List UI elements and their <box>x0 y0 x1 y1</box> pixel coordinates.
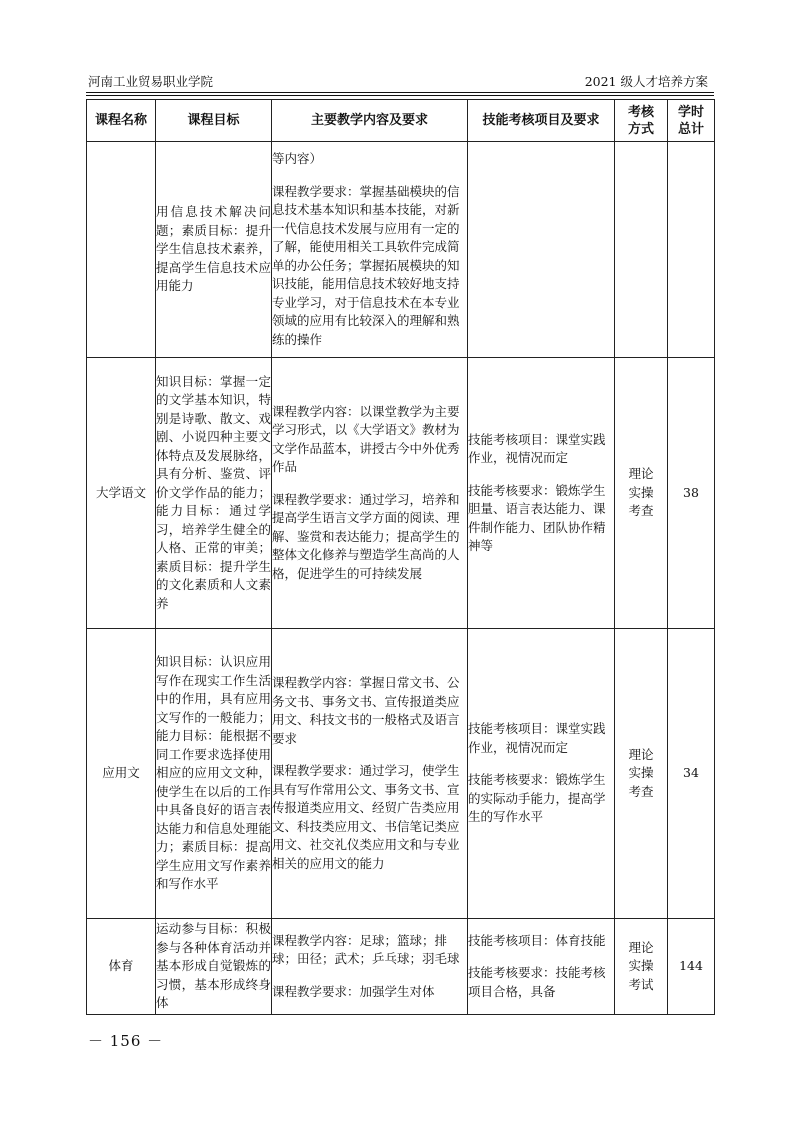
course-goal-cell: 运动参与目标：积极参与各种体育活动并基本形成自觉锻炼的习惯，基本形成终身体 <box>156 919 272 1015</box>
method-line: 理论 <box>628 466 654 482</box>
page-number: － 156 － <box>88 1032 164 1050</box>
skill-cell <box>468 919 615 1015</box>
table-row <box>87 358 715 629</box>
method-line: 理论 <box>628 746 654 762</box>
table-row <box>87 919 715 1015</box>
course-content-cell <box>272 358 468 629</box>
skill-cell <box>468 629 615 919</box>
total-hours-cell: 34 <box>668 629 715 919</box>
skill-item-text: 技能考核项目：课堂实践作业，视情况而定 <box>468 431 606 465</box>
course-name-cell <box>87 142 156 358</box>
course-content-cell <box>272 629 468 919</box>
course-content-cell <box>272 142 468 358</box>
col-header-hours-line: 总计 <box>677 121 704 137</box>
total-hours-cell: 144 <box>668 919 715 1015</box>
col-header-hours <box>668 100 715 142</box>
course-goal-cell: 知识目标：掌握一定的文学基本知识，特别是诗歌、散文、戏剧、小说四种主要文体特点及发展脉络，具有分析、鉴赏、评价文学作品的能力；能力目标：通过学习，培养学生健全的人格、正常的审美；素质目标：提升学生的文化素质和人文素养 <box>156 358 272 629</box>
content-requirement-text: 课程教学要求：加强学生对体 <box>272 983 435 999</box>
col-header-course-goal: 课程目标 <box>156 100 272 142</box>
assessment-method-cell <box>615 142 668 358</box>
col-header-method <box>615 100 668 142</box>
total-hours-cell <box>668 142 715 358</box>
col-header-method-line: 方式 <box>627 121 654 137</box>
content-text: 等内容） <box>272 151 323 166</box>
col-header-course-name: 课程名称 <box>87 100 156 142</box>
course-name-cell: 体育 <box>87 919 156 1015</box>
course-content-cell <box>272 919 468 1015</box>
method-line: 考试 <box>628 976 654 992</box>
skill-item-text: 技能考核项目：体育技能 <box>468 932 606 948</box>
skill-requirement-text: 技能考核要求：锻炼学生胆量、语言表达能力、课件制作能力、团队协作精神等 <box>468 482 606 553</box>
col-header-method-line: 考核 <box>627 104 654 120</box>
content-requirement-text: 课程教学要求：通过学习，培养和提高学生语言文学方面的阅读、理解、鉴赏和表达能力；提高学生的整体文化修养与塑造学生高尚的人格，促进学生的可持续发展 <box>272 491 460 581</box>
method-line: 实操 <box>628 484 654 500</box>
skill-requirement-text: 技能考核要求：锻炼学生的实际动手能力，提高学生的写作水平 <box>468 772 606 825</box>
col-header-skill: 技能考核项目及要求 <box>468 100 615 142</box>
course-name-cell: 应用文 <box>87 629 156 919</box>
content-text: 课程教学内容：足球；篮球；排球；田径；武术；乒乓球；羽毛球 <box>272 932 460 967</box>
table-header-row <box>87 100 715 142</box>
table-row <box>87 629 715 919</box>
assessment-method-cell <box>615 629 668 919</box>
header-rule <box>86 92 714 93</box>
col-header-content: 主要教学内容及要求 <box>272 100 468 142</box>
skill-cell <box>468 358 615 629</box>
content-text: 课程教学内容：以课堂教学为主要学习形式，以《大学语文》教材为文学作品蓝本，讲授古今中外优秀作品 <box>272 403 460 475</box>
method-line: 理论 <box>628 939 654 955</box>
course-goal-cell: 知识目标：认识应用写作在现实工作生活中的作用，具有应用文写作的一般能力；能力目标：能根据不同工作要求选择使用相应的应用文文种，使学生在以后的工作中具备良好的语言表达能力和信息处理能力；素质目标：提高学生应用文写作素养和写作水平 <box>156 629 272 919</box>
table-row <box>87 142 715 358</box>
skill-requirement-text: 技能考核要求：技能考核项目合格，具备 <box>468 965 606 999</box>
method-line: 考查 <box>628 503 654 519</box>
content-requirement-text: 课程教学要求：掌握基础模块的信息技术基本知识和基本技能，对新一代信息技术发展与应用有一定的了解，能使用相关工具软件完成简单的办公任务；掌握拓展模块的知识技能，能用信息技术较好地支持专业学习，对于信息技术在本专业领域的应用有比较深入的理解和熟练的操作 <box>272 183 460 347</box>
assessment-method-cell <box>615 358 668 629</box>
content-text: 课程教学内容：掌握日常文书、公务文书、事务文书、宣传报道类应用文、科技文书的一般格式及语言要求 <box>272 675 460 746</box>
header-rule <box>86 95 714 96</box>
header-plan-title: 2021 级人才培养方案 <box>584 74 708 89</box>
method-line: 实操 <box>628 765 654 781</box>
header-school-name: 河南工业贸易职业学院 <box>88 74 214 89</box>
col-header-hours-line: 学时 <box>677 104 704 120</box>
method-line: 考查 <box>628 783 654 799</box>
skill-item-text: 技能考核项目：课堂实践作业，视情况而定 <box>468 721 606 755</box>
course-goal-cell: 用信息技术解决问题；素质目标：提升学生信息技术素养，提高学生信息技术应用能力 <box>156 142 272 358</box>
course-table <box>86 99 715 1015</box>
course-name-cell: 大学语文 <box>87 358 156 629</box>
skill-cell <box>468 142 615 358</box>
content-requirement-text: 课程教学要求：通过学习，使学生具有写作常用公文、事务文书、宣传报道类应用文、经贸广告类应用文、科技类应用文、书信笔记类应用文、社交礼仪类应用文和与专业相关的应用文的能力 <box>272 763 460 871</box>
total-hours-cell: 38 <box>668 358 715 629</box>
assessment-method-cell <box>615 919 668 1015</box>
method-line: 实操 <box>628 958 654 974</box>
